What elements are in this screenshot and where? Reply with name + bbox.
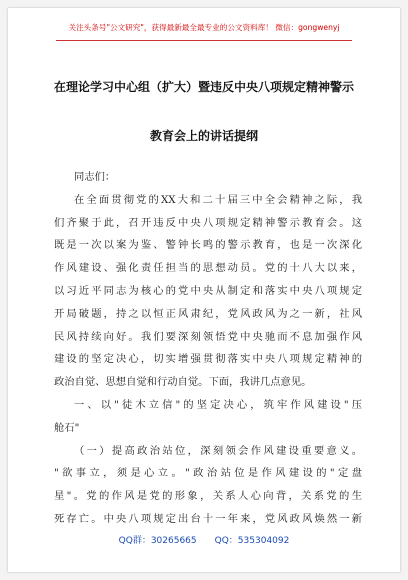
document-page — [8, 8, 400, 572]
body-line: 在全面贯彻党的XX大和二十届三中全会精神之际，我 — [74, 193, 362, 206]
document-title-line-1: 在理论学习中心组（扩大）暨违反中央八项规定精神警示 — [53, 80, 354, 94]
section-heading: 一、以"徒木立信"的坚定决心，筑牢作风建设"压 — [74, 398, 362, 411]
body-line: 政治自觉、思想自觉和行动自觉。下面，我讲几点意见。 — [54, 376, 312, 389]
body-line: 作风建设、强化责任担当的思想动员。党的十八大以来， — [54, 262, 362, 275]
document-body — [54, 166, 362, 531]
footer-qq-group: QQ群：30265665 — [118, 536, 197, 546]
body-line: 星"。党的作风是党的形象，关系人心向背，关系党的生 — [54, 490, 362, 503]
body-line: 死存亡。中央八项规定出台十一年来，党风政风焕然一新 — [54, 512, 362, 525]
body-line: 以习近平同志为核心的党中央从制定和落实中央八项规定 — [54, 284, 362, 297]
salutation: 同志们： — [74, 171, 116, 183]
section-heading-cont: 舱石" — [54, 421, 80, 434]
body-line: 建设的坚定决心，切实增强贯彻落实中央八项规定精神的 — [54, 353, 362, 366]
footer-contact — [8, 533, 400, 546]
body-line: "欲事立，须是心立。"政治站位是作风建设的"定盘 — [54, 467, 362, 480]
subsection-heading: （一）提高政治站位，深刻领会作风建设重要意义。 — [74, 444, 362, 457]
body-line: 民风持续向好。我们要深刻领悟党中央驰而不息加强作风 — [54, 330, 362, 343]
body-line: 们齐聚于此，召开违反中央八项规定精神警示教育会。这 — [54, 216, 362, 229]
header-promo-text: 关注头条号"公文研究"，获得最新最全最专业的公文资料库！ 微信：gongwenyj — [68, 23, 340, 32]
body-line: 既是一次以案为鉴、警钟长鸣的警示教育，也是一次深化 — [54, 239, 362, 252]
footer-qq: QQ：535304092 — [214, 536, 290, 546]
body-line: 开局破题，持之以恒正风肃纪，党风政风为之一新，社风 — [54, 307, 362, 320]
header-divider — [56, 40, 352, 41]
document-title-line-2: 教育会上的讲话提纲 — [149, 129, 258, 143]
